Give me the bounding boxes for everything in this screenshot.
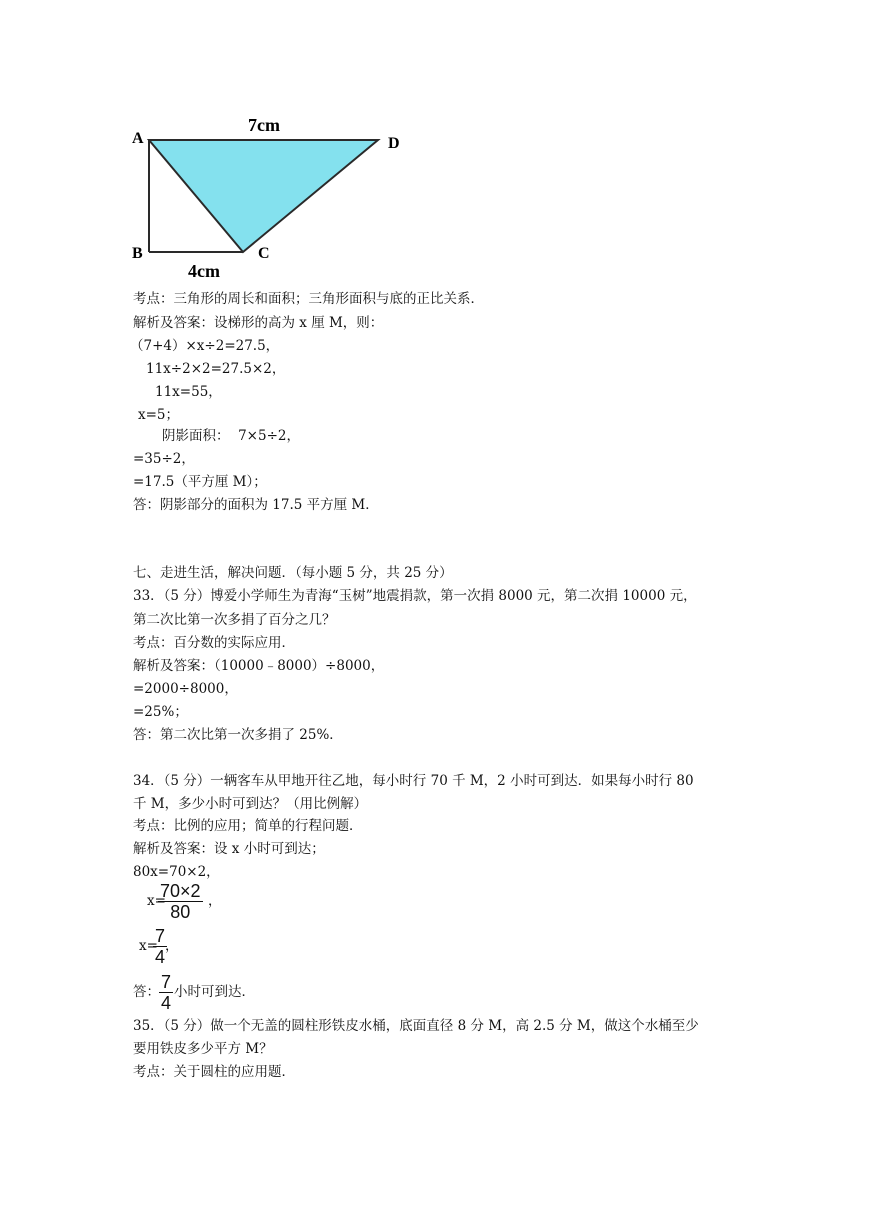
p32-line-6: 阴影面积： 7×5÷2， <box>162 428 300 444</box>
p33-question-line-2: 第二次比第一次多捐了百分之几？ <box>133 612 336 628</box>
label-top-length: 7cm <box>248 115 280 135</box>
shaded-triangle-acd <box>149 140 378 252</box>
p35-question-line-2: 要用铁皮多少平方 M？ <box>133 1041 273 1057</box>
fraction-answer-7-over-4 <box>159 972 173 1013</box>
fraction-denominator: 80 <box>170 902 191 922</box>
p33-question-line-1: 33．（5 分）博爱小学师生为青海“玉树”地震捐款，第一次捐 8000 元，第二次捐 10000 元， <box>133 588 697 604</box>
fraction-denominator: 4 <box>161 993 172 1013</box>
label-c: C <box>258 245 270 262</box>
p32-line-1: 解析及答案：设梯形的高为 x 厘 M，则： <box>133 315 384 331</box>
p33-answer: 答：第二次比第一次多捐了 25%． <box>133 727 343 743</box>
p33-line-2: =2000÷8000， <box>133 681 238 697</box>
fraction-70x2-over-80 <box>158 881 203 922</box>
p32-line-5: x=5； <box>138 407 180 423</box>
trapezoid-figure <box>0 0 869 300</box>
p35-question-line-1: 35．（5 分）做一个无盖的圆柱形铁皮水桶，底面直径 8 分 M，高 2.5 分 M，做这个水桶至少 <box>133 1018 699 1034</box>
p32-answer: 答：阴影部分的面积为 17.5 平方厘 M． <box>133 497 379 513</box>
p32-line-2: （7+4）×x÷2=27.5， <box>130 338 280 354</box>
label-b: B <box>132 245 143 262</box>
label-bottom-length: 4cm <box>188 261 220 281</box>
p34-kaodian: 考点：比例的应用；简单的行程问题． <box>133 818 363 834</box>
label-d: D <box>388 135 400 152</box>
p34-comma-2: ， <box>165 938 179 954</box>
p32-line-8: =17.5（平方厘 M）； <box>133 474 267 490</box>
p34-line-2: 80x=70×2， <box>133 864 220 880</box>
fraction-numerator: 70×2 <box>160 881 201 901</box>
p34-answer-prefix: 答： <box>133 984 160 1000</box>
p32-line-7: =35÷2， <box>133 451 195 467</box>
p34-question-line-1: 34．（5 分）一辆客车从甲地开往乙地，每小时行 70 千 M，2 小时可到达．如果每小时行 80 <box>133 773 694 789</box>
p34-comma-1: ， <box>208 893 222 909</box>
section-7-heading: 七、走进生活，解决问题．（每小题 5 分，共 25 分） <box>133 565 453 581</box>
p34-line-1: 解析及答案：设 x 小时可到达； <box>133 841 325 857</box>
p32-line-3: 11x÷2×2=27.5×2， <box>146 361 286 377</box>
label-a: A <box>132 130 144 147</box>
p34-question-line-2: 千 M，多少小时可到达？（用比例解） <box>133 796 368 812</box>
p33-line-3: =25%； <box>133 704 188 720</box>
p32-kaodian: 考点：三角形的周长和面积；三角形面积与底的正比关系． <box>133 291 484 307</box>
p34-answer-suffix: 小时可到达． <box>174 984 255 1000</box>
p33-line-1: 解析及答案：（10000﹣8000）÷8000， <box>133 658 385 674</box>
fraction-numerator: 7 <box>161 972 172 992</box>
p34-x-equals-1: x= <box>147 893 166 909</box>
p32-line-4: 11x=55， <box>155 384 222 400</box>
p34-x-equals-2: x= <box>139 938 158 954</box>
p35-kaodian: 考点：关于圆柱的应用题． <box>133 1064 295 1080</box>
fraction-denominator: 4 <box>155 947 166 967</box>
p33-kaodian: 考点：百分数的实际应用． <box>133 635 295 651</box>
fraction-numerator: 7 <box>155 926 166 946</box>
